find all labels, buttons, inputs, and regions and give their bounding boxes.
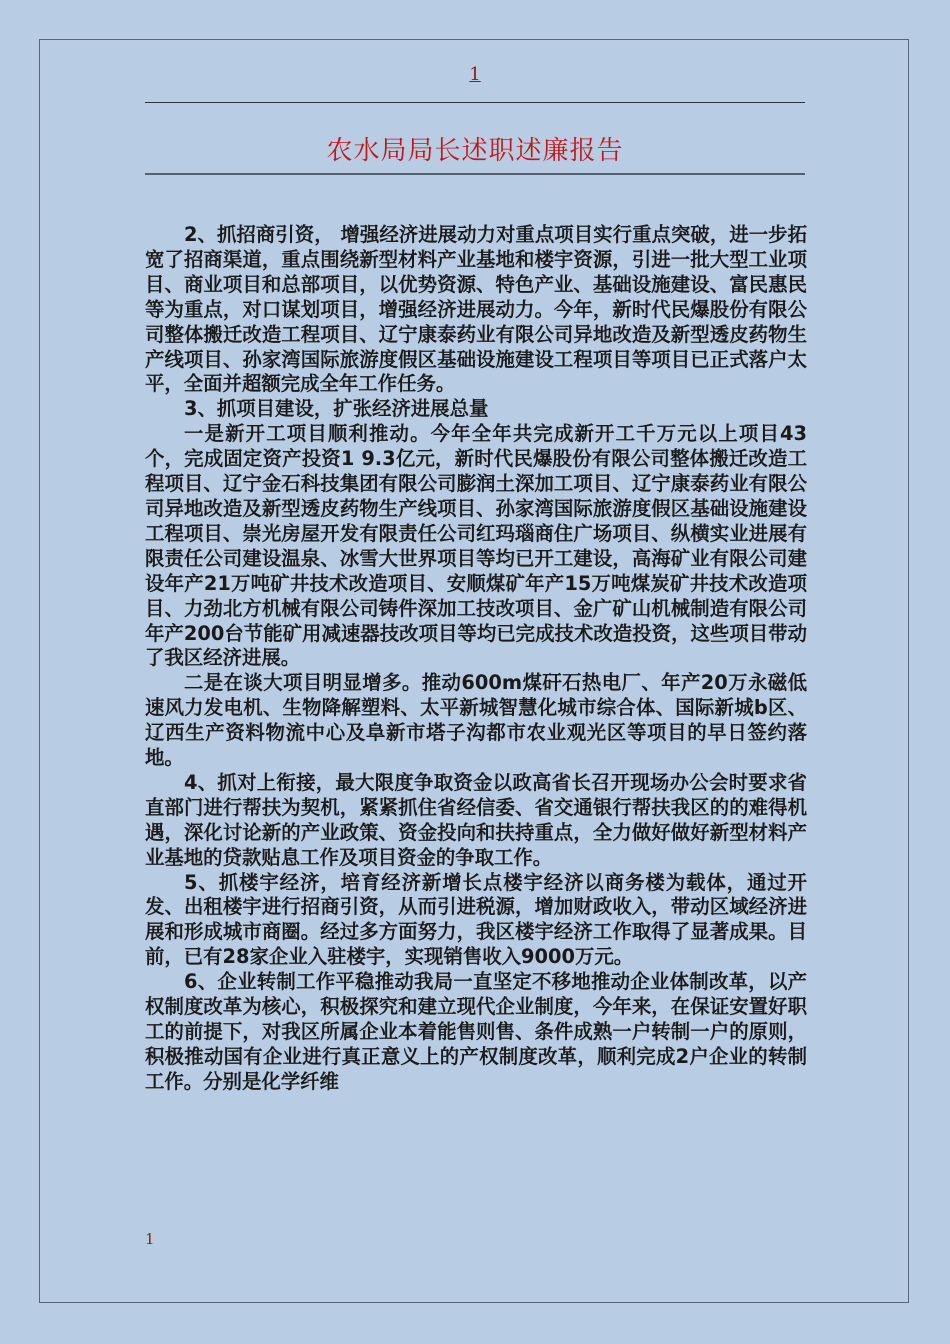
document-body (145, 223, 807, 1095)
paragraph-new-projects: 一是新开工项目顺利推动。今年全年共完成新开工千万元以上项目43个，完成固定资产投资1 9.3亿元，新时代民爆股份有限公司整体搬迁改造工程项目、辽宁金石科技集团有限公司膨润土深加工项目、辽宁康泰药业有限公司异地改造及新型透皮药物生产线项目、孙家湾国际旅游度假区基础设施建设工程项目、崇光房屋开发有限责任公司红玛瑙商住广场项目、纵横实业进展有限责任公司建设温泉、冰雪大世界项目等均已开工建设，高海矿业有限公司建设年产21万吨矿井技术改造项目、安顺煤矿年产15万吨煤炭矿井技术改造项目、力劲北方机械有限公司铸件深加工技改项目、金广矿山机械制造有限公司年产200台节能矿用减速器技改项目等均已完成技术改造投资，这些项目带动了我区经济进展。 (145, 422, 807, 670)
paragraph-funding: 4、抓对上衔接，最大限度争取资金以政高省长召开现场办公会时要求省直部门进行帮扶为契机，紧紧抓住省经信委、省交通银行帮扶我区的的难得机遇，深化讨论新的产业政策、资金投向和扶持重点，全力做好做好新型材料产业基地的贷款贴息工作及项目资金的争取工作。 (145, 770, 807, 869)
title-divider (145, 173, 805, 175)
paragraph-investment-promotion: 2、抓招商引资， 增强经济进展动力对重点项目实行重点突破，进一步拓宽了招商渠道，重点围绕新型材料产业基地和楼宇资源，引进一批大型工业项目、商业项目和总部项目，以优势资源、特色产业、基础设施建设、富民惠民等为重点，对口谋划项目，增强经济进展动力。今年，新时代民爆股份有限公司整体搬迁改造工程项目、辽宁康泰药业有限公司异地改造及新型透皮药物生产线项目、孙家湾国际旅游度假区基础设施建设工程项目等项目已正式落户太平，全面并超额完成全年工作任务。 (145, 223, 807, 396)
document-title: 农水局局长述职述廉报告 (326, 136, 624, 166)
header-page-number: 1 (469, 64, 481, 85)
paragraph-project-construction-heading: 3、抓项目建设，扩张经济进展总量 (184, 397, 489, 421)
paragraph-enterprise-reform: 6、企业转制工作平稳推动我局一直坚定不移地推动企业体制改革，以产权制度改革为核心，积极探究和建立现代企业制度，今年来，在保证安置好职工的前提下，对我区所属企业本着能售则售、条件成熟一户转制一户的原则，积极推动国有企业进行真正意义上的产权制度改革，顺利完成2户企业的转制工作。分别是化学纤维 (145, 970, 807, 1093)
footer-page-number: 1 (145, 1230, 155, 1248)
header-divider (145, 102, 805, 103)
paragraph-major-projects: 二是在谈大项目明显增多。推动600m煤矸石热电厂、年产20万永磁低速风力发电机、生物降解塑料、太平新城智慧化城市综合体、国际新城b区、辽西生产资料物流中心及阜新市塔子沟都市农业观光区等项目的早日签约落地。 (145, 671, 807, 770)
paragraph-building-economy: 5、抓楼宇经济，培育经济新增长点楼宇经济以商务楼为载体，通过开发、出租楼宇进行招商引资，从而引进税源，增加财政收入，带动区域经济进展和形成城市商圈。经过多方面努力，我区楼宇经济工作取得了显著成果。目前，已有28家企业入驻楼宇，实现销售收入9000万元。 (145, 870, 807, 969)
